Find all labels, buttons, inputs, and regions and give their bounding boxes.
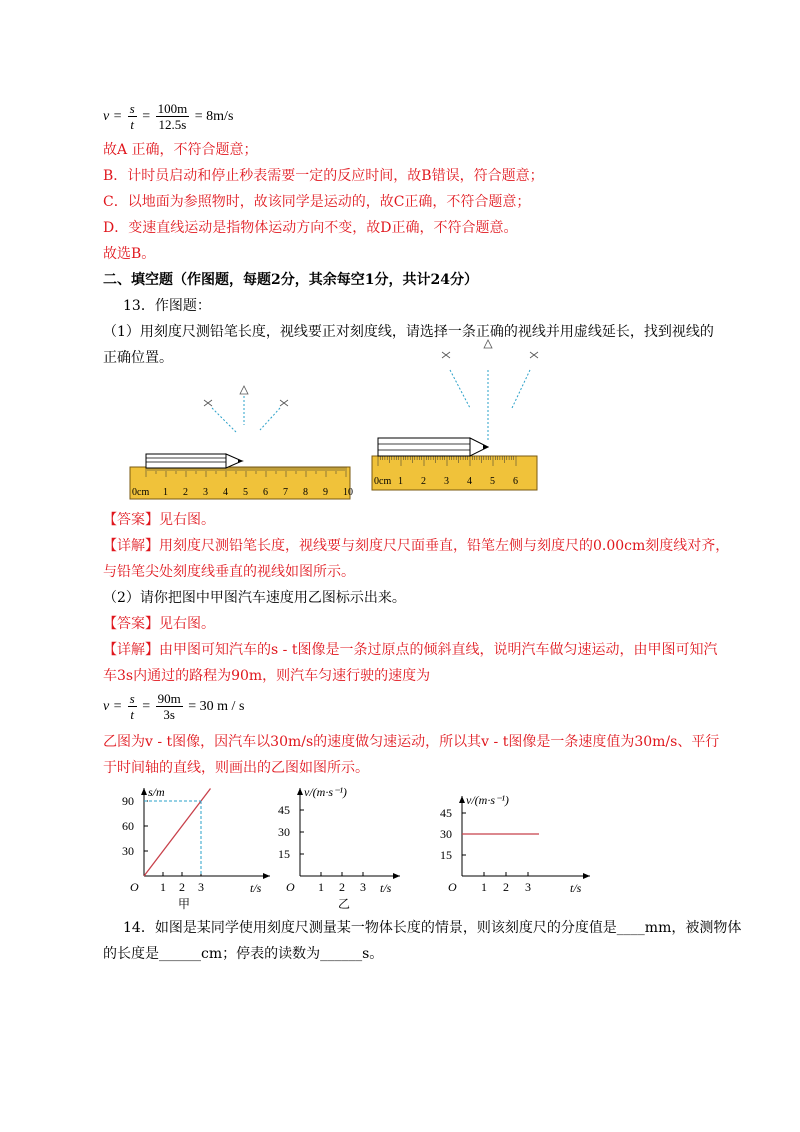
ruler-label: 8	[303, 487, 308, 498]
detail-2b: 车3s内通过的路程为90m，则汽车匀速行驶的速度为	[103, 668, 431, 684]
text-line-b: B．计时员启动和停止秒表需要一定的反应时间，故B错误，符合题意；	[103, 168, 544, 184]
question-13: 13．作图题：	[123, 298, 211, 314]
detail-1a: 【详解】用刻度尺测铅笔长度，视线要与刻度尺尺面垂直，铅笔左侧与刻度尺的0.00cm刻度线对齐，	[103, 538, 730, 554]
x-tick-label: 1	[318, 880, 324, 894]
x-tick-label: 2	[503, 880, 509, 894]
x-tick-label: 3	[525, 880, 531, 894]
question-13-2: （2）请你把图中甲图汽车速度用乙图标示出来。	[103, 590, 406, 606]
graph-caption: 乙	[338, 897, 351, 911]
ruler-label: 3	[203, 487, 208, 498]
detail-1b: 与铅笔尖处刻度线垂直的视线如图所示。	[103, 564, 355, 580]
x-axis-label: t/s	[570, 881, 582, 895]
answer-2: 【答案】见右图。	[103, 616, 215, 632]
text-choose: 故选B。	[103, 246, 156, 262]
ruler-label: 4	[467, 476, 472, 487]
equation-speed-2: v = $\frac{s}{t}$ = $\frac{90m}{3s}$ = 30 m / s	[103, 691, 245, 723]
x-tick-label: 1	[481, 880, 487, 894]
ruler-figure	[120, 370, 560, 505]
ruler-label: 6	[263, 487, 268, 498]
x-tick-label: 2	[339, 880, 345, 894]
section-heading: 二、填空题（作图题，每题2分，其余每空1分，共计24分）	[103, 272, 478, 288]
ruler-label: 3	[444, 476, 449, 487]
origin-label: O	[286, 880, 295, 894]
x-axis-arrow	[393, 873, 400, 879]
ruler-label: 4	[223, 487, 228, 498]
eye-icon	[204, 386, 288, 406]
ruler-label: 10	[343, 487, 353, 498]
graph-answer	[430, 788, 600, 896]
y-axis-arrow	[459, 796, 465, 803]
x-axis-label: t/s	[380, 881, 392, 895]
y-axis-arrow	[141, 788, 147, 795]
y-tick-label: 60	[122, 819, 134, 833]
y-axis-label: v/(m·s⁻¹)	[466, 793, 509, 807]
answer-1: 【答案】见右图。	[103, 512, 215, 528]
y-axis-label: s/m	[148, 785, 165, 799]
y-tick-label: 15	[440, 848, 452, 862]
ruler-label: 6	[513, 476, 518, 487]
text-line-a: 故A 正确，不符合题意；	[103, 142, 258, 158]
detail-2a: 【详解】由甲图可知汽车的s - t图像是一条过原点的倾斜直线，说明汽车做匀速运动，由甲图可知汽	[103, 642, 718, 658]
graph-caption: 甲	[178, 897, 191, 911]
origin-label: O	[448, 880, 457, 894]
ruler-label: 5	[490, 476, 495, 487]
y-tick-label: 45	[278, 803, 290, 817]
y-axis-label: v/(m·s⁻¹)	[304, 785, 347, 799]
ruler-label: 7	[283, 487, 288, 498]
x-tick-label: 3	[198, 880, 204, 894]
equation-speed-1: v = $\frac{s}{t}$ = $\frac{100m}{12.5s}$ = 8m/s	[103, 101, 234, 133]
graph-yi	[270, 780, 410, 911]
y-tick-label: 30	[122, 844, 134, 858]
x-axis-arrow	[263, 873, 270, 879]
text-line-c: C．以地面为参照物时，故该同学是运动的，故C正确，不符合题意；	[103, 194, 531, 210]
text-line-d: D．变速直线运动是指物体运动方向不变，故D正确，不符合题意。	[103, 220, 518, 236]
y-tick-label: 15	[278, 847, 290, 861]
x-axis-arrow	[583, 873, 590, 879]
ruler-label: 1	[163, 487, 168, 498]
ruler-label: 9	[323, 487, 328, 498]
ruler-left	[130, 386, 353, 499]
ruler-label: 1	[398, 476, 403, 487]
question-13-1b: 正确位置。	[103, 350, 173, 366]
y-tick-label: 90	[122, 794, 134, 808]
question-14b: 的长度是______cm；停表的读数为______s。	[103, 946, 384, 962]
ruler-label: 5	[243, 487, 248, 498]
graph-jia	[110, 780, 280, 911]
ruler-label: 2	[421, 476, 426, 487]
x-tick-label: 2	[179, 880, 185, 894]
ruler-right-unit: 0cm	[374, 476, 392, 487]
x-tick-label: 1	[160, 880, 166, 894]
origin-label: O	[130, 880, 139, 894]
detail-3a: 乙图为v - t图像，因汽车以30m/s的速度做匀速运动，所以其v - t图像是一条速度值为30m/s、平行	[103, 734, 720, 750]
eye-icon	[442, 340, 538, 358]
x-tick-label: 3	[360, 880, 366, 894]
x-axis-label: t/s	[250, 881, 262, 895]
detail-3b: 于时间轴的直线，则画出的乙图如图所示。	[103, 760, 369, 776]
y-tick-label: 30	[278, 825, 290, 839]
ruler-label: 2	[183, 487, 188, 498]
ruler-left-unit: 0cm	[132, 487, 150, 498]
question-14a: 14．如图是某同学使用刻度尺测量某一物体长度的情景，则该刻度尺的分度值是____mm，被测物体	[123, 920, 742, 936]
y-tick-label: 45	[440, 806, 452, 820]
question-13-1a: （1）用刻度尺测铅笔长度，视线要正对刻度线，请选择一条正确的视线并用虚线延长，找到视线的	[103, 324, 714, 340]
ruler-right	[372, 340, 538, 490]
y-tick-label: 30	[440, 827, 452, 841]
y-axis-arrow	[297, 788, 303, 795]
